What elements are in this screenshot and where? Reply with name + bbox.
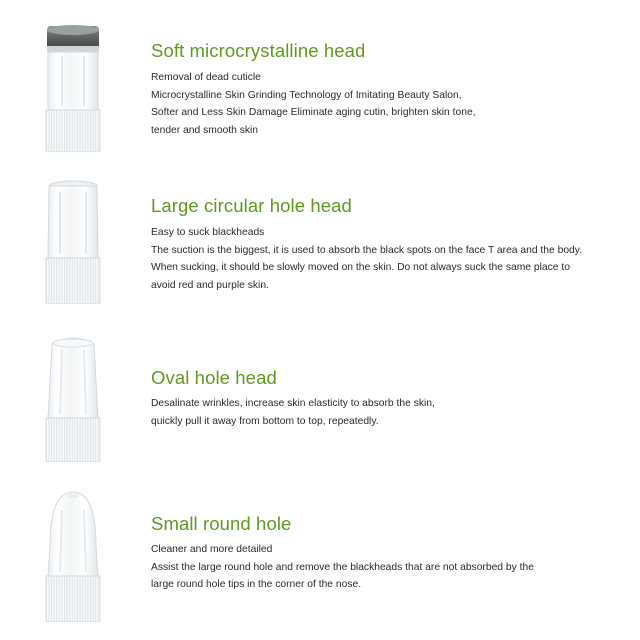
large-hole-tip-icon xyxy=(38,180,108,304)
microcrystalline-tip-icon xyxy=(38,22,108,152)
item-description xyxy=(151,69,631,139)
product-section-microcrystalline xyxy=(0,0,640,160)
small-hole-tip-icon xyxy=(38,488,108,622)
description-line: avoid red and purple skin. xyxy=(151,279,269,291)
description-line: quickly pull it away from bottom to top, repeatedly. xyxy=(151,415,379,427)
description-line: Desalinate wrinkles, increase skin elasticity to absorb the skin, xyxy=(151,398,435,409)
item-title: Soft microcrystalline head xyxy=(151,40,366,61)
description-line: tender and smooth skin xyxy=(151,124,259,136)
product-section-large-hole xyxy=(0,160,640,320)
item-title: Oval hole head xyxy=(151,367,277,388)
description-line: Removal of dead cuticle xyxy=(151,72,261,83)
item-title: Small round hole xyxy=(151,513,292,534)
item-description xyxy=(151,541,631,594)
description-line: Assist the large round hole and remove the blackheads that are not absorbed by the xyxy=(151,561,534,573)
description-line: large round hole tips in the corner of the nose. xyxy=(151,579,362,590)
description-line: Easy to suck blackheads xyxy=(151,227,265,238)
item-description xyxy=(151,224,631,294)
description-line: Cleaner and more detailed xyxy=(151,544,273,555)
product-section-oval-hole xyxy=(0,320,640,480)
description-line: When sucking, it should be slowly moved on the skin. Do not always suck the same place to xyxy=(151,262,570,273)
description-line: Microcrystalline Skin Grinding Technology of Imitating Beauty Salon, xyxy=(151,89,462,101)
item-title: Large circular hole head xyxy=(151,195,352,216)
oval-hole-tip-icon xyxy=(38,334,108,462)
item-description xyxy=(151,395,631,430)
product-section-small-hole xyxy=(0,480,640,640)
description-line: Softer and Less Skin Damage Eliminate aging cutin, brighten skin tone, xyxy=(151,107,476,118)
description-line: The suction is the biggest, it is used to absorb the black spots on the face T area and the body. xyxy=(151,244,583,256)
